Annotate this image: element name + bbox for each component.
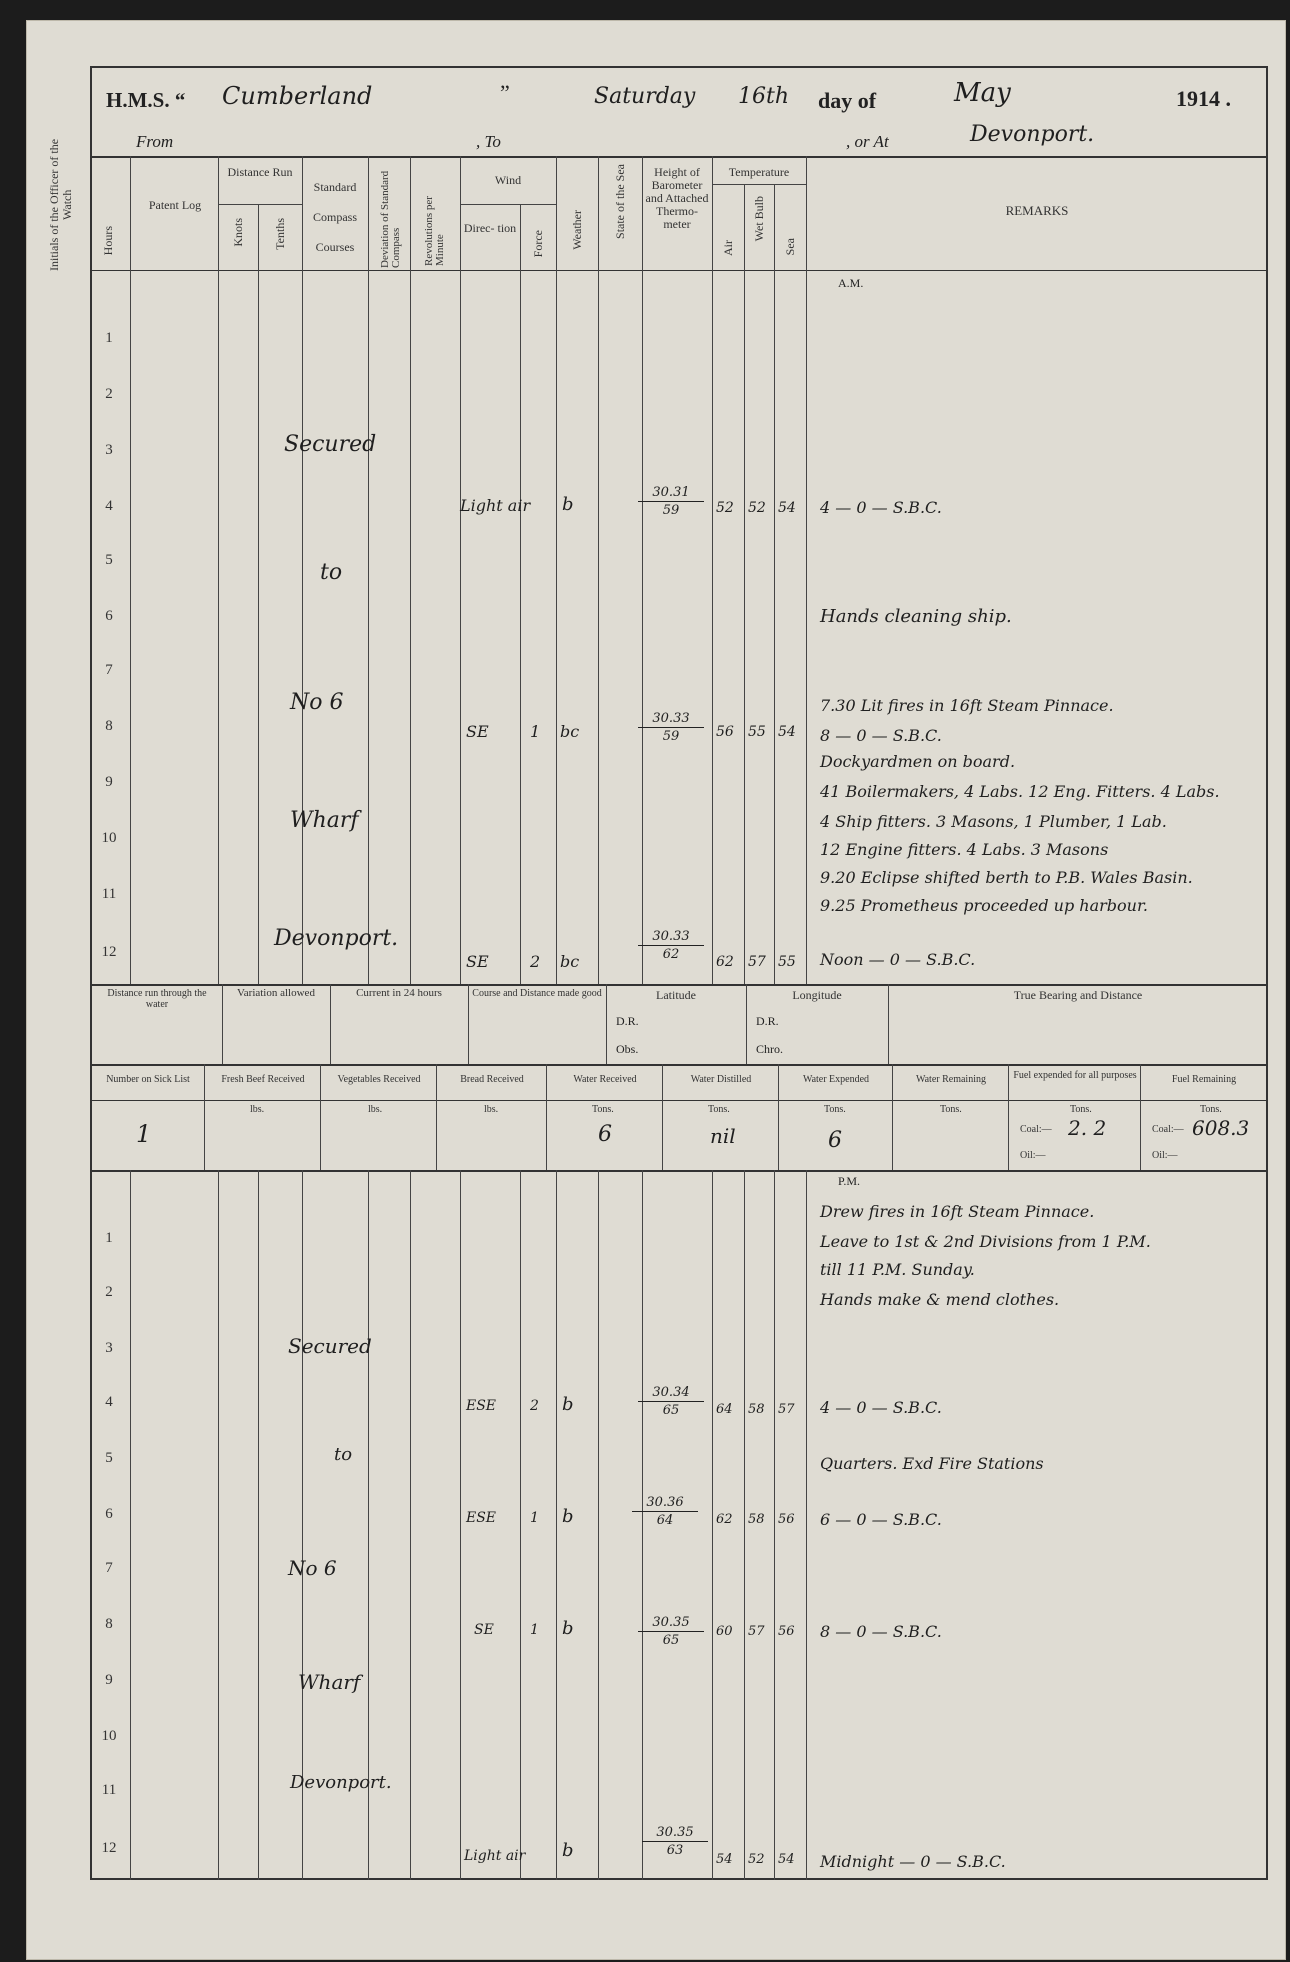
col-line	[368, 156, 369, 984]
am-remark: 41 Boilermakers, 4 Labs. 12 Eng. Fitters. 4 Labs.	[820, 782, 1220, 801]
am-hour: 10	[101, 830, 117, 846]
pm-hour: 8	[105, 1616, 113, 1632]
pm-wet-bulb: 58	[748, 1402, 765, 1417]
barometer-value: 30.31	[638, 484, 704, 502]
pm-barometer-reading	[638, 1614, 704, 1649]
pm-air-temp: 60	[716, 1624, 733, 1639]
am-weather: bc	[560, 722, 580, 741]
pm-wind-direction: ESE	[466, 1510, 497, 1526]
col-line	[774, 184, 775, 984]
col-line	[520, 204, 521, 984]
am-hour: 4	[105, 498, 113, 514]
longitude-label: Longitude	[792, 988, 842, 1002]
am-sea-temp: 54	[778, 724, 796, 740]
col-line	[598, 1170, 599, 1880]
pm-hour: 1	[105, 1230, 113, 1246]
barometer-value: 30.35	[642, 1824, 708, 1842]
pm-remark: Quarters. Exd Fire Stations	[820, 1454, 1044, 1473]
unit-label: Tons.	[1200, 1104, 1222, 1115]
am-label: A.M.	[838, 276, 864, 290]
water-distilled-label: Water Distilled	[690, 1074, 752, 1085]
pm-remark: Midnight — 0 — S.B.C.	[820, 1852, 1006, 1871]
rule-summary1-end	[90, 1064, 1268, 1066]
water-expended-label: Water Expended	[802, 1074, 870, 1085]
col-patent-log-header: Patent Log	[148, 198, 202, 212]
thermometer-value: 59	[662, 729, 680, 744]
am-hour: 9	[105, 774, 113, 790]
col-wind-header: Wind	[494, 173, 522, 187]
am-wet-bulb: 52	[748, 500, 766, 516]
barometer-value: 30.36	[632, 1494, 698, 1512]
rule-am-end	[90, 984, 1268, 986]
am-barometer-reading	[638, 928, 704, 963]
unit-label: lbs.	[368, 1104, 383, 1115]
col-line	[744, 1170, 745, 1880]
am-hour: 3	[105, 442, 113, 458]
rule-summary2-mid	[90, 1100, 1268, 1101]
am-hour: 6	[105, 608, 113, 624]
pm-sea-temp: 56	[778, 1624, 795, 1639]
unit-label: Tons.	[940, 1104, 962, 1115]
pm-course-word: Secured	[288, 1334, 372, 1358]
col-line	[642, 156, 643, 984]
pm-hour: 5	[105, 1450, 113, 1466]
pm-hour: 9	[105, 1672, 113, 1688]
true-bearing-label: True Bearing and Distance	[1013, 988, 1143, 1002]
am-hour: 1	[105, 330, 113, 346]
quote-close: ”	[500, 80, 510, 105]
sum2-line	[204, 1064, 205, 1170]
pm-weather: b	[562, 1394, 574, 1415]
fuel-remaining-coal-value: 608.3	[1192, 1116, 1250, 1140]
am-hour: 7	[105, 662, 113, 678]
sum1-line	[330, 984, 331, 1064]
am-wind-direction: SE	[466, 952, 489, 971]
col-sea-header: Sea	[783, 238, 797, 256]
pm-remark: 4 — 0 — S.B.C.	[820, 1398, 942, 1417]
barometer-value: 30.35	[638, 1614, 704, 1632]
am-hour: 8	[105, 718, 113, 734]
pm-label: P.M.	[838, 1174, 861, 1188]
pm-remark: Leave to 1st & 2nd Divisions from 1 P.M.	[820, 1232, 1151, 1251]
pm-hour: 11	[101, 1782, 117, 1798]
col-wet-bulb-header: Wet Bulb	[752, 196, 766, 242]
bread-label: Bread Received	[460, 1074, 524, 1085]
month: May	[954, 78, 1011, 108]
water-received-label: Water Received	[573, 1074, 637, 1085]
am-remark: 4 — 0 — S.B.C.	[820, 498, 942, 517]
col-standard-compass-header: Standard Compass Courses	[312, 180, 357, 254]
ship-name: Cumberland	[222, 82, 373, 110]
ship-prefix: H.M.S. “	[106, 88, 186, 112]
pm-wind-direction: ESE	[466, 1398, 497, 1414]
thermometer-value: 65	[662, 1403, 680, 1418]
pm-wind-force: 1	[530, 1510, 539, 1526]
pm-remark: Drew fires in 16ft Steam Pinnace.	[820, 1202, 1095, 1221]
am-course-word: No 6	[290, 690, 344, 715]
am-wind-direction: SE	[466, 722, 489, 741]
day-of-label: day of	[818, 88, 877, 113]
distance-run-label: Distance run through the water	[107, 988, 207, 1010]
thermometer-value: 59	[662, 503, 680, 518]
pm-barometer-reading	[638, 1384, 704, 1419]
col-line	[302, 156, 303, 984]
log-frame	[90, 66, 1268, 1880]
pm-hour: 10	[101, 1728, 117, 1744]
fuel-expended-oil-label: Oil:—	[1020, 1150, 1046, 1161]
fuel-expended-coal-label: Coal:—	[1020, 1124, 1052, 1135]
col-line	[712, 156, 713, 984]
longitude-dr-label: D.R.	[756, 1014, 779, 1028]
sum1-line	[222, 984, 223, 1064]
am-weather: bc	[560, 952, 580, 971]
barometer-value: 30.33	[638, 710, 704, 728]
col-distance-run-header: Distance Run	[227, 165, 293, 179]
sick-list-label: Number on Sick List	[106, 1074, 190, 1085]
water-received-value: 6	[598, 1122, 612, 1147]
am-remark: Noon — 0 — S.B.C.	[820, 950, 976, 969]
col-line	[460, 156, 461, 984]
am-remark: Dockyardmen on board.	[820, 752, 1016, 771]
thermometer-value: 63	[666, 1843, 684, 1858]
pm-wet-bulb: 52	[748, 1852, 765, 1867]
fuel-remaining-label: Fuel Remaining	[1171, 1074, 1237, 1085]
col-remarks-header: REMARKS	[1005, 203, 1069, 218]
sum1-line	[888, 984, 889, 1064]
pm-remark: Hands make & mend clothes.	[820, 1290, 1060, 1309]
pm-course-word: Wharf	[298, 1670, 361, 1694]
am-remark: 7.30 Lit fires in 16ft Steam Pinnace.	[820, 696, 1114, 715]
pm-sea-temp: 54	[778, 1852, 795, 1867]
rule-top-table	[90, 156, 1268, 158]
pm-weather: b	[562, 1506, 574, 1527]
pm-course-word: No 6	[288, 1556, 337, 1580]
col-line	[410, 156, 411, 984]
am-remark: 9.20 Eclipse shifted berth to P.B. Wales Basin.	[820, 868, 1193, 887]
unit-label: lbs.	[250, 1104, 265, 1115]
col-line	[218, 156, 219, 984]
sick-list-value: 1	[136, 1120, 152, 1148]
vegetables-label: Vegetables Received	[337, 1074, 421, 1085]
pm-remark: till 11 P.M. Sunday.	[820, 1260, 975, 1279]
day-name: Saturday	[594, 84, 696, 109]
col-line	[410, 1170, 411, 1880]
rule-header-bottom	[90, 270, 1268, 271]
am-remark: Hands cleaning ship.	[820, 606, 1012, 627]
pm-remark: 6 — 0 — S.B.C.	[820, 1510, 942, 1529]
water-remaining-label: Water Remaining	[915, 1074, 986, 1085]
rule-pm-start	[90, 1170, 1268, 1172]
unit-label: Tons.	[592, 1104, 614, 1115]
barometer-value: 30.33	[638, 928, 704, 946]
am-course-word: Wharf	[290, 808, 359, 833]
water-distilled-value: nil	[710, 1124, 736, 1148]
at-value: Devonport.	[970, 122, 1095, 147]
sum2-line	[1008, 1064, 1009, 1170]
pm-wind-force: 2	[530, 1398, 539, 1414]
am-course-word: Devonport.	[274, 926, 399, 951]
am-remark: 4 Ship fitters. 3 Masons, 1 Plumber, 1 Lab.	[820, 812, 1167, 831]
am-sea-temp: 55	[778, 954, 796, 970]
col-line	[520, 1170, 521, 1880]
latitude-obs-label: Obs.	[616, 1042, 639, 1056]
am-weather: b	[562, 494, 574, 515]
sum2-line	[320, 1064, 321, 1170]
am-air-temp: 56	[716, 724, 734, 740]
thermometer-value: 64	[656, 1513, 674, 1528]
col-weather-header: Weather	[570, 210, 584, 250]
col-line	[258, 204, 259, 984]
col-temperature-header: Temperature	[728, 165, 790, 179]
pm-wet-bulb: 57	[748, 1624, 765, 1639]
pm-hour: 2	[105, 1284, 113, 1300]
unit-label: Tons.	[708, 1104, 730, 1115]
fuel-expended-label: Fuel expended for all purposes	[1013, 1070, 1137, 1081]
current-label: Current in 24 hours	[356, 987, 442, 999]
am-hour: 11	[101, 886, 117, 902]
col-state-sea-header: State of the Sea	[613, 164, 627, 239]
latitude-label: Latitude	[656, 988, 696, 1002]
sum1-line	[468, 984, 469, 1064]
rule-wind-sub	[460, 204, 556, 205]
at-label: , or At	[846, 132, 889, 151]
water-expended-value: 6	[828, 1128, 842, 1153]
col-line	[130, 156, 131, 984]
pm-course-word: to	[334, 1444, 353, 1465]
pm-air-temp: 62	[716, 1512, 733, 1527]
col-force-header: Force	[531, 230, 545, 258]
officer-initials-label: Initials of the Officer of the Watch	[47, 138, 74, 272]
am-course-word: to	[320, 560, 343, 585]
am-wet-bulb: 55	[748, 724, 766, 740]
am-air-temp: 62	[716, 954, 734, 970]
col-line	[806, 1170, 807, 1880]
col-line	[744, 184, 745, 984]
am-remark: 9.25 Prometheus proceeded up harbour.	[820, 896, 1148, 915]
longitude-chro-label: Chro.	[756, 1042, 783, 1056]
am-hour: 12	[101, 944, 117, 960]
variation-label: Variation allowed	[237, 987, 315, 999]
col-line	[460, 1170, 461, 1880]
rule-temp-sub	[712, 184, 806, 185]
pm-wet-bulb: 58	[748, 1512, 765, 1527]
pm-hour: 12	[101, 1840, 117, 1856]
col-line	[218, 1170, 219, 1880]
am-wet-bulb: 57	[748, 954, 766, 970]
col-hours-header: Hours	[101, 226, 115, 256]
col-line	[806, 156, 807, 984]
col-direction-header: Direc- tion	[463, 221, 517, 235]
am-barometer-reading	[638, 484, 704, 519]
course-distance-label: Course and Distance made good	[472, 988, 602, 999]
pm-weather: b	[562, 1618, 574, 1639]
pm-wind-direction: Light air	[464, 1848, 526, 1864]
pm-hour: 6	[105, 1506, 113, 1522]
sum1-line	[606, 984, 607, 1064]
fuel-expended-coal-value: 2. 2	[1068, 1116, 1107, 1140]
sum2-line	[436, 1064, 437, 1170]
sum1-line	[746, 984, 747, 1064]
col-revolutions-header: Revolutions per Minute	[423, 196, 446, 266]
col-line	[130, 1170, 131, 1880]
sum2-line	[778, 1064, 779, 1170]
pm-sea-temp: 56	[778, 1512, 795, 1527]
am-air-temp: 52	[716, 500, 734, 516]
pm-barometer-reading	[642, 1824, 708, 1859]
pm-air-temp: 64	[716, 1402, 733, 1417]
am-hour: 5	[105, 552, 113, 568]
col-line	[598, 156, 599, 984]
col-deviation-header: Deviation of Standard Compass	[379, 170, 402, 268]
fuel-remaining-coal-label: Coal:—	[1152, 1124, 1184, 1135]
unit-label: Tons.	[824, 1104, 846, 1115]
pm-weather: b	[562, 1840, 574, 1861]
am-sea-temp: 54	[778, 500, 796, 516]
col-line	[258, 1170, 259, 1880]
col-line	[712, 1170, 713, 1880]
sum2-line	[1140, 1064, 1141, 1170]
pm-wind-force: 1	[530, 1622, 539, 1638]
pm-hour: 3	[105, 1340, 113, 1356]
pm-hour: 4	[105, 1394, 113, 1410]
pm-hour: 7	[105, 1560, 113, 1576]
am-wind-direction: Light air	[460, 496, 531, 515]
latitude-dr-label: D.R.	[616, 1014, 639, 1028]
am-barometer-reading	[638, 710, 704, 745]
col-air-header: Air	[721, 240, 735, 256]
col-line	[556, 156, 557, 984]
barometer-value: 30.34	[638, 1384, 704, 1402]
am-course-word: Secured	[284, 432, 377, 457]
am-wind-force: 2	[530, 952, 541, 971]
col-line	[556, 1170, 557, 1880]
thermometer-value: 62	[662, 947, 680, 962]
from-label: From	[136, 132, 174, 151]
pm-course-word: Devonport.	[290, 1772, 392, 1793]
pm-wind-direction: SE	[474, 1622, 494, 1638]
pm-remark: 8 — 0 — S.B.C.	[820, 1622, 942, 1641]
pm-sea-temp: 57	[778, 1402, 795, 1417]
pm-air-temp: 54	[716, 1852, 733, 1867]
fuel-remaining-oil-label: Oil:—	[1152, 1150, 1178, 1161]
sum2-line	[892, 1064, 893, 1170]
col-line	[774, 1170, 775, 1880]
year: 1914 .	[1176, 86, 1231, 111]
col-barometer-header: Height of Barometer and Attached Thermo- meter	[645, 165, 709, 231]
am-hour: 2	[105, 386, 113, 402]
col-tenths-header: Tenths	[273, 218, 287, 250]
am-remark: 8 — 0 — S.B.C.	[820, 726, 942, 745]
unit-label: lbs.	[484, 1104, 499, 1115]
fresh-beef-label: Fresh Beef Received	[221, 1074, 305, 1085]
day-number: 16th	[738, 84, 790, 109]
to-label: , To	[476, 132, 501, 151]
rule-distance-sub	[218, 204, 302, 205]
thermometer-value: 65	[662, 1633, 680, 1648]
sum2-line	[546, 1064, 547, 1170]
am-wind-force: 1	[530, 722, 541, 741]
col-knots-header: Knots	[231, 218, 245, 247]
am-remark: 12 Engine fitters. 4 Labs. 3 Masons	[820, 840, 1109, 859]
sum2-line	[662, 1064, 663, 1170]
pm-barometer-reading	[632, 1494, 698, 1529]
unit-label: Tons.	[1070, 1104, 1092, 1115]
